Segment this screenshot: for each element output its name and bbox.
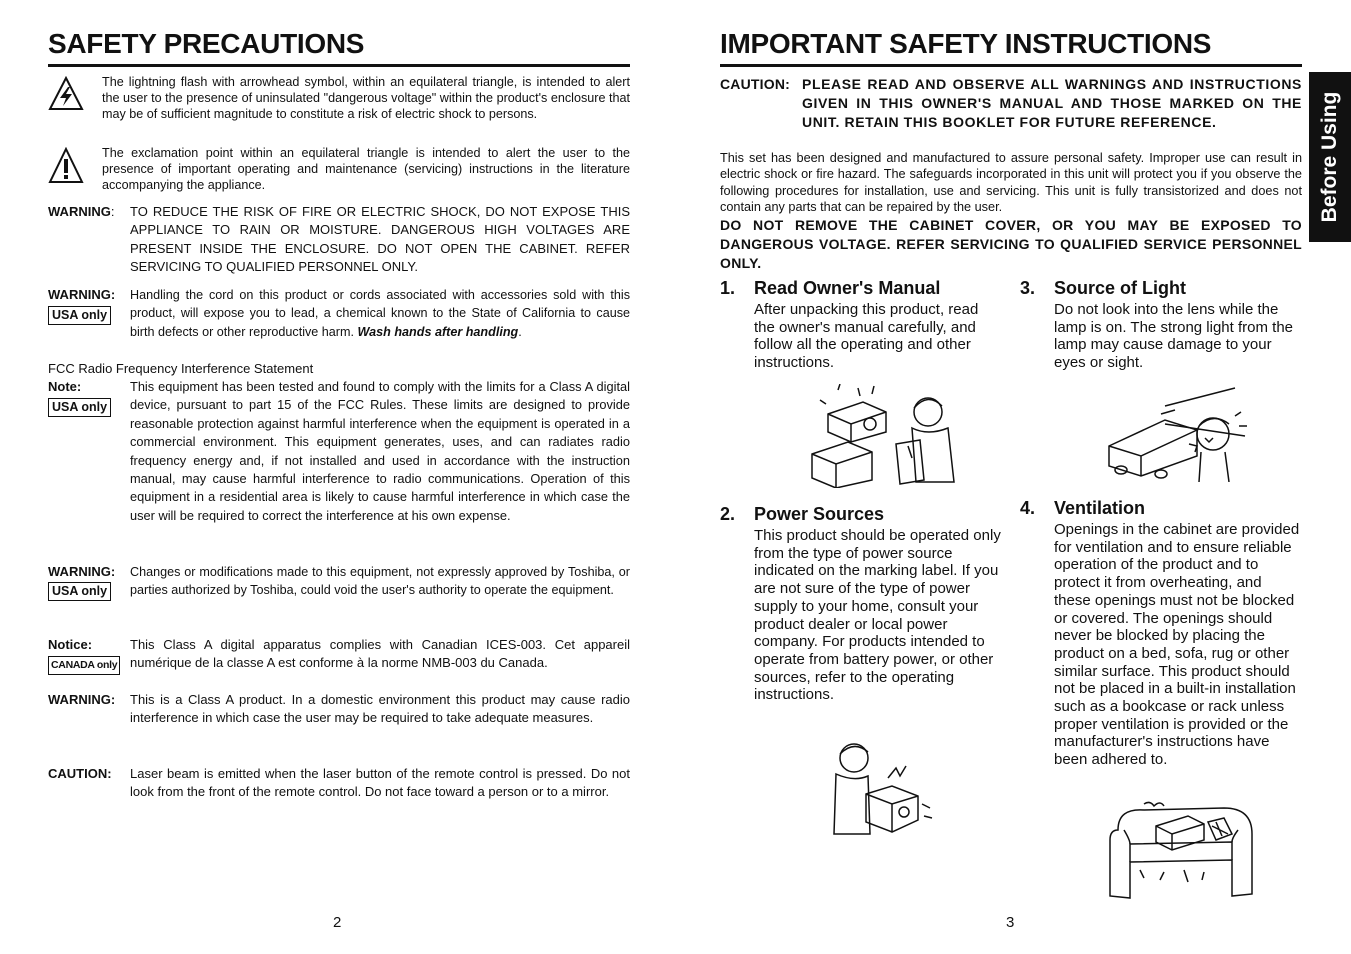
exclamation-notice: [48, 145, 630, 193]
page-number: 2: [333, 914, 342, 931]
section-body: After unpacking this product, read the owner's manual carefully, and follow all the operating and other instructions.: [754, 301, 979, 372]
power-sources-illustration-icon: [826, 738, 936, 838]
section-body: This product should be operated only from the type of power source indicated on the marking label. If you are not sure of the type of power supply to your home, consult your product dealer or local power company. For products intended to operate from battery power, or other sources, refer to the operating instructions.: [754, 527, 1001, 704]
usa-only-badge: USA only: [48, 582, 111, 601]
title-rule: [48, 64, 630, 67]
section-title: Ventilation: [1054, 498, 1146, 518]
caution-block: [720, 75, 1302, 132]
warning-class-a: [48, 691, 630, 728]
caution-label: CAUTION:: [720, 76, 791, 92]
note-label: Note:: [48, 379, 82, 394]
section-body: Do not look into the lens while the lamp is on. The strong light from the lamp may cause damage to your eyes or sight.: [1054, 301, 1294, 372]
note-text: This equipment has been tested and found to comply with the limits for a Class A digital device, pursuant to part 15 of the FCC Rules. These limits are designed to provide reasonable protection against harmful interference when the equipment is operated in a commercial environment. This equipment generates, uses, and can radiates radio frequency energy and, if not installed and used in accordance with the instruction manual, may cause harmful interference to radio communications. Operation of this equipment in a residential area is likely to cause harmful interference in which case the user will be required to correct the interference at his own expense.: [130, 379, 630, 523]
warning-modifications: [48, 563, 630, 600]
warning-rain: WARNING: TO REDUCE THE RISK OF FIRE OR ELECTRIC SHOCK, DO NOT EXPOSE THIS APPLIANCE TO RAIN OR MOISTURE. DANGEROUS HIGH VOLTAGES ARE PRESENT INSIDE THE ENCLOSURE. DO NOT OPEN THE CABINET. REFER SERVICING TO QUALIFIED PERSONNEL ONLY.: [48, 203, 630, 277]
notice-label: Notice:: [48, 637, 93, 652]
section-number: 1.: [720, 278, 736, 298]
section-number: 2.: [720, 504, 736, 524]
warning-label: WARNING:: [48, 564, 116, 579]
usa-only-badge: USA only: [48, 398, 111, 417]
warning-label: WARNING: [48, 204, 111, 219]
warning-label: WARNING:: [48, 287, 116, 302]
lightning-warning-icon: [48, 76, 84, 112]
warning-text: Changes or modifications made to this equipment, not expressly approved by Toshiba, or parties authorized by Toshiba, could void the user's authority to operate the equipment.: [130, 565, 630, 598]
section-body: Openings in the cabinet are provided for ventilation and to ensure reliable operation of the product and to protect it from overheating, and these openings must not be blocked or covered. The openings should never be blocked by placing the product on a bed, sofa, rug or other similar surface. This product should not be placed in a built-in installation such as a bookcase or rack unless proper ventilation is provided or the manufacturer's instructions have been adhered to.: [1054, 521, 1300, 769]
section-power-sources: [720, 503, 1002, 704]
warning-lead: [48, 286, 630, 341]
intro-paragraph: This set has been designed and manufactured to assure personal safety. Improper use can result in electric shock or fire hazard. The safeguards incorporated in this unit will protect you if you observe the following procedures for installation, use and servicing. This unit is fully transistorized and does not contain any parts that can be repaired by the user.: [720, 151, 1302, 214]
caution-laser: [48, 765, 630, 802]
caution-text: PLEASE READ AND OBSERVE ALL WARNINGS AND INSTRUCTIONS GIVEN IN THIS OWNER'S MANUAL AND THOSE MARKED ON THE UNIT. RETAIN THIS BOOKLET FOR FUTURE REFERENCE.: [802, 76, 1302, 130]
warning-text: Handling the cord on this product or cords associated with accessories sold with this product, will expose you to lead, a chemical known to the State of California to cause birth defects or other reproductive harm. Wash hands after handling.: [130, 288, 630, 339]
section-title: Power Sources: [754, 504, 885, 524]
left-page: [48, 0, 630, 954]
canada-only-badge: CANADA only: [48, 656, 120, 675]
exclamation-text: The exclamation point within an equilateral triangle is intended to alert the user to the presence of important operating and maintenance (servicing) instructions in the literature accompanying the appliance.: [102, 146, 630, 192]
wash-hands-emphasis: Wash hands after handling: [357, 324, 519, 339]
right-page: [720, 0, 1302, 954]
section-ventilation: [1020, 497, 1302, 769]
canada-notice: [48, 636, 630, 673]
lightning-notice: [48, 74, 630, 122]
section-title: Read Owner's Manual: [754, 278, 941, 298]
fcc-note: [48, 378, 630, 525]
lightning-text: The lightning flash with arrowhead symbol, within an equilateral triangle, is intended to alert the user to the presence of uninsulated "dangerous voltage" within the product's enclosure that may be of sufficient magnitude to constitute a risk of electric shock to persons.: [102, 75, 630, 121]
exclamation-warning-icon: [48, 147, 84, 185]
caution-label: CAUTION:: [48, 766, 112, 781]
side-tab-label: Before Using: [1318, 91, 1341, 223]
title-rule: [720, 64, 1302, 67]
before-using-side-tab: [1309, 72, 1351, 242]
section-source-of-light: [1020, 277, 1302, 372]
page-title: IMPORTANT SAFETY INSTRUCTIONS: [720, 28, 1212, 59]
warning-label: WARNING:: [48, 692, 116, 707]
section-title: Source of Light: [1054, 278, 1186, 298]
caution-text: Laser beam is emitted when the laser button of the remote control is pressed. Do not look from the front of the remote control. Do not face toward a person or to a mirror.: [130, 766, 630, 800]
warning-text: This is a Class A product. In a domestic environment this product may cause radio interference in which case the user may be required to take adequate measures.: [130, 692, 630, 726]
do-not-remove-warning: DO NOT REMOVE THE CABINET COVER, OR YOU MAY BE EXPOSED TO DANGEROUS VOLTAGE. REFER SERVICING TO QUALIFIED SERVICE PERSONNEL ONLY.: [720, 217, 1302, 271]
page-number: 3: [1006, 914, 1015, 931]
ventilation-sofa-illustration-icon: [1104, 800, 1258, 904]
section-read-manual: [720, 277, 1002, 372]
section-number: 4.: [1020, 498, 1036, 518]
reading-manual-illustration-icon: [808, 384, 958, 488]
source-of-light-illustration-icon: [1105, 386, 1255, 482]
warning-text: TO REDUCE THE RISK OF FIRE OR ELECTRIC SHOCK, DO NOT EXPOSE THIS APPLIANCE TO RAIN OR MOISTURE. DANGEROUS HIGH VOLTAGES ARE PRESENT INSIDE THE ENCLOSURE. DO NOT OPEN THE CABINET. REFER SERVICING TO QUALIFIED PERSONNEL ONLY.: [130, 204, 630, 275]
fcc-heading: FCC Radio Frequency Interference Statement: [48, 361, 314, 376]
usa-only-badge: USA only: [48, 306, 111, 325]
page-title: SAFETY PRECAUTIONS: [48, 28, 365, 59]
notice-text: This Class A digital apparatus complies with Canadian ICES-003. Cet appareil numérique de la classe A est conforme à la norme NMB-003 du Canada.: [130, 637, 630, 671]
section-number: 3.: [1020, 278, 1036, 298]
